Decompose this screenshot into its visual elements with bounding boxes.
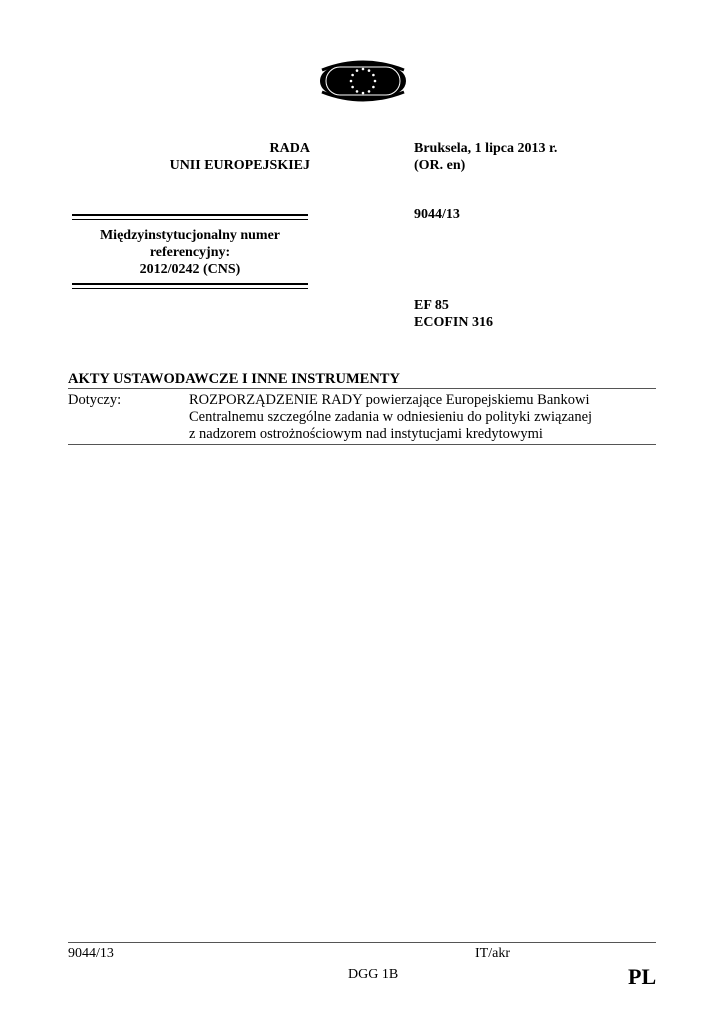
code-2: ECOFIN 316 — [414, 315, 493, 330]
council-name — [60, 140, 310, 174]
original-language: (OR. en) — [414, 158, 466, 173]
code-1: EF 85 — [414, 298, 449, 313]
date-line: Bruksela, 1 lipca 2013 r. — [414, 141, 558, 156]
footer-rule — [68, 942, 656, 943]
footer-department: DGG 1B — [348, 967, 399, 982]
section-heading: AKTY USTAWODAWCZE I INNE INSTRUMENTY — [68, 371, 400, 387]
subject-label: Dotyczy: — [68, 392, 122, 408]
document-number: 9044/13 — [414, 207, 460, 222]
footer-initials: IT/akr — [475, 946, 510, 961]
footer-language: PL — [628, 964, 657, 989]
subject-line-3: z nadzorem ostrożnościowym nad instytucjami kredytowymi — [189, 426, 543, 442]
double-rule-top — [72, 214, 308, 220]
council-line-1: RADA — [269, 141, 310, 156]
footer-document-number: 9044/13 — [68, 946, 114, 961]
interinstitutional-line-1: Międzyinstytucjonalny numer — [99, 228, 281, 243]
council-line-2: UNII EUROPEJSKIEJ — [169, 158, 310, 173]
document-codes — [414, 297, 493, 331]
subject-line-2: Centralnemu szczególne zadania w odniesieniu do polityki związanej — [189, 409, 593, 425]
subject-rule-bottom — [68, 444, 656, 445]
subject-line-1: ROZPORZĄDZENIE RADY powierzające Europejskiemu Bankowi — [189, 392, 590, 408]
interinstitutional-line-2: referencyjny: — [149, 245, 231, 260]
subject-rule-top — [68, 388, 656, 389]
interinstitutional-reference — [72, 227, 308, 278]
date-block — [414, 140, 557, 174]
subject-text — [189, 392, 649, 443]
interinstitutional-line-3: 2012/0242 (CNS) — [139, 262, 241, 277]
double-rule-bottom — [72, 283, 308, 289]
council-eu-emblem-icon — [318, 56, 408, 106]
